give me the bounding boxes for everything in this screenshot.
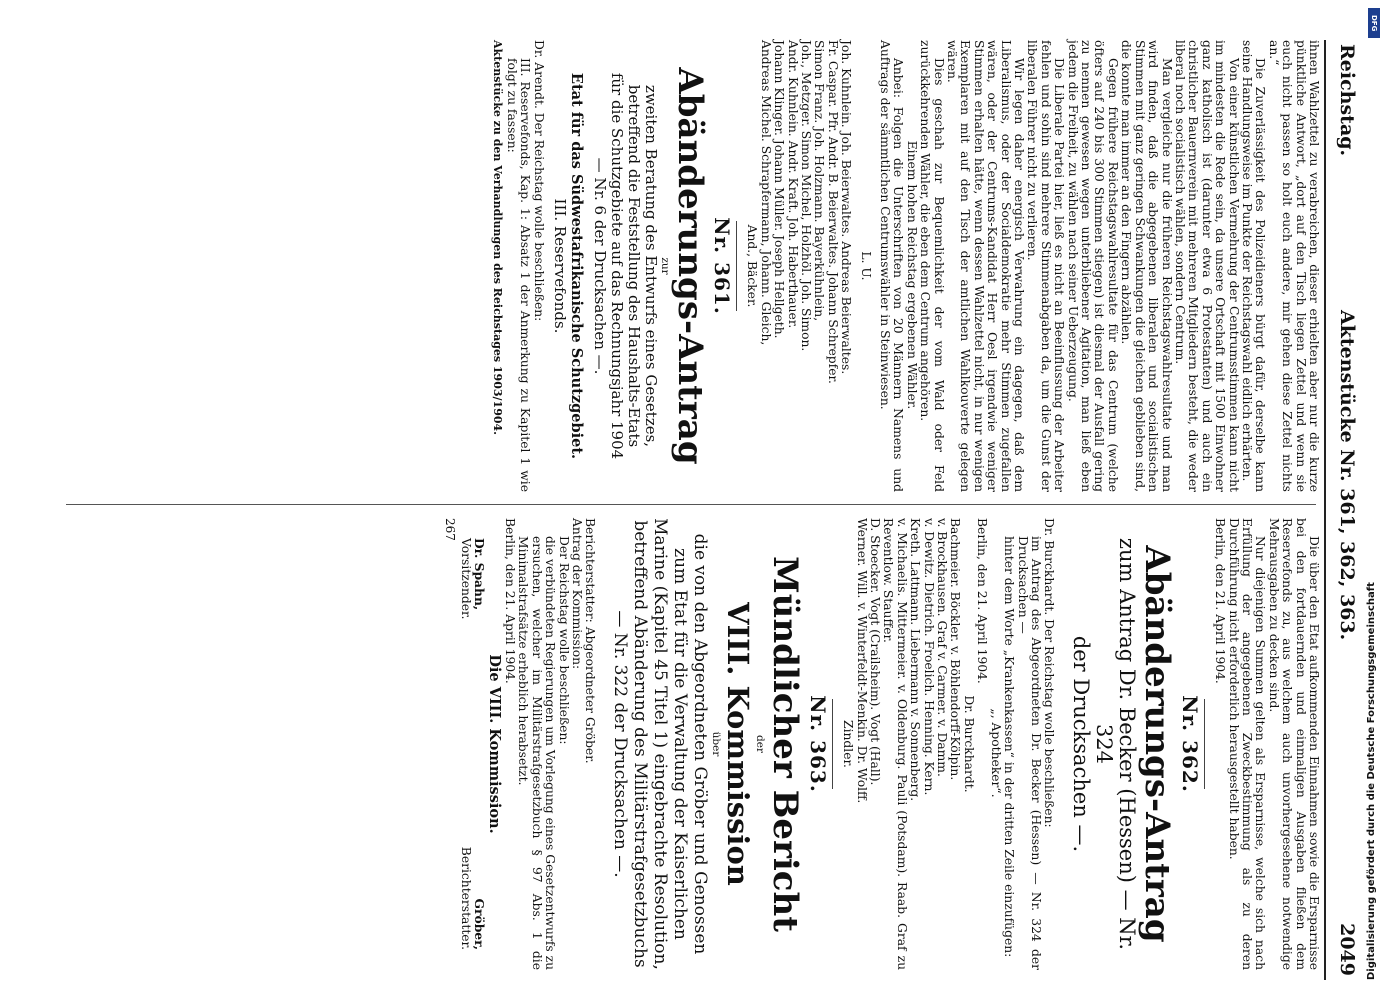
paragraph: Die über den Etat aufkommenden Einnahmen sowie die Ersparnisse bei den fortdauernden und einmaligen Ausgaben fließen dem Reservefonds zu, aus welchem auch unvorhergesehene notwendige Mehrausgaben zu decken sind. xyxy=(1266,518,1321,970)
report-text: Antrag der Kommission: xyxy=(570,518,585,670)
sheet-number: 267 xyxy=(442,518,457,541)
motion-text: Dr. Burckhardt. Der Reichstag wolle beschließen: xyxy=(1042,518,1057,828)
paragraph: Die Liberale Partei hier, ließ es nicht an Beeinflussung der Arbeiter fehlen und sohin sind mehrere Stimmenabgaben da, um die Gunst der liberalen Führer nicht zu verlieren. xyxy=(1025,40,1067,492)
section-subtitle: zweiten Beratung des Entwurfs eines Gesetzes, xyxy=(641,84,660,448)
section-subtitle: zum Antrag Dr. Becker (Hessen) — Nr. 324 xyxy=(1092,537,1140,951)
section-title: Mündlicher Bericht xyxy=(765,556,806,932)
section-subtitle: — Nr. 6 der Drucksachen —. xyxy=(590,157,609,375)
date-line: Berlin, den 21. April 1904. xyxy=(975,518,990,684)
paragraph: ihnen Wahlzettel zu verabreichen, dieser erhielten aber nur die kurze pünktliche Antwort, „dort auf den Tisch liegen Zettel und wenn sie euch nicht passen so holt euch andere, mir gehen diese Zettel nichts an.“ xyxy=(1266,40,1321,492)
right-column xyxy=(50,518,1320,970)
signature-line: Joh., Metzger. Simon Michel, Holzhöl. Joh. Simon. xyxy=(798,40,813,352)
header-rule xyxy=(1324,40,1326,980)
signature-line: Kreth. Lattmann. Liebermann v. Sonnenberg. xyxy=(908,518,923,802)
signature-line: Johann Klinger. Johann Müller. Joseph Hellgeth. xyxy=(772,40,787,339)
section-number: Nr. 361. xyxy=(709,217,734,315)
digitization-credit xyxy=(1361,20,1383,980)
signature-line: Simon Franz. Joh. Holzmann. Bayerkühnlein, xyxy=(812,40,827,322)
section-number: Nr. 362. xyxy=(1177,695,1202,793)
signature-line: Andreas Michel. Schrapfermann, Johann. Gleich, xyxy=(758,40,773,346)
signatory-name: Dr. Spahn, xyxy=(471,538,487,611)
section-title: Abänderungs-Antrag xyxy=(1137,545,1178,943)
page-number: 2049 xyxy=(1336,923,1358,976)
signature-line: v. Brockhausen. Graf v. Carmer. v. Damm. xyxy=(935,518,950,777)
signature-line: Werner. Will. v. Winterfeldt-Menkin. Dr. Wolff. xyxy=(854,518,869,804)
paragraph: Einem hohen Reichstag ergebenen Wähler. xyxy=(904,140,919,410)
signature-line: Andr. Kuhnlein. Andr. Kraft. Joh. Haberthauer. xyxy=(785,40,800,329)
header-center: Aktenstücke Nr. 361, 362, 363. xyxy=(1336,310,1358,641)
signature-line: And., Bäcker. xyxy=(745,224,760,308)
signature-line: v. Michaelis. Mittermeier. v. Oldenburg. Pauli (Potsdam). Raab. Graf zu Reventlow. Stauffer. xyxy=(881,518,909,970)
section-subtitle: der Drucksachen —. xyxy=(1069,635,1094,853)
paragraph: Nur diejenigen Summen gelten als Ersparnisse, welche sich nach Erfüllung der angegebenen Zweckbestimmung als zu deren Durchführung nicht erforderlich herausgestellt haben. xyxy=(1226,518,1268,970)
report-text: Der Reichstag wolle beschließen: xyxy=(556,536,571,745)
motion-text: Dr. Arendt. Der Reichstag wolle beschließen: xyxy=(531,40,546,322)
section-connector: zur xyxy=(658,257,671,275)
dfg-logo: DFG xyxy=(1368,8,1380,38)
signature-line: Bachmeier. Böckler. v. Böhlendorff-Kölpin. xyxy=(948,518,963,781)
motion-text: im Antrag des Abgeordneten Dr. Becker (Hessen) — Nr. 324 der Drucksachen — xyxy=(1015,536,1043,970)
section-number: Nr. 363. xyxy=(805,695,830,793)
signature-line: v. Dewitz. Dietrich. Froelich. Henning. Kern. xyxy=(921,518,936,796)
credit-text: Digitalisierung gefördert durch die Deutsche Forschungsgemeinschaft xyxy=(1366,582,1377,980)
seal-label: L. U. xyxy=(858,251,873,281)
signature-line: D. Stoecker. Vogt (Crailsheim). Vogt (Hall). xyxy=(868,518,883,786)
signature-line: Dr. Burckhardt. xyxy=(961,695,976,793)
motion-text: III. Reservefonds, Kap. 1: Absatz 1 der Anmerkung zu Kapitel 1 wie folgt zu fassen: xyxy=(504,58,533,492)
section-subtitle: betreffend die Feststellung des Haushalts-Etats xyxy=(624,84,643,448)
section-title: Abänderungs-Antrag xyxy=(669,67,710,465)
date-line: Berlin, den 21. April 1904. xyxy=(503,518,517,684)
document-page xyxy=(40,40,1360,980)
page-header xyxy=(1326,40,1360,980)
left-column xyxy=(50,40,1320,492)
header-left: Reichstag. xyxy=(1336,44,1358,157)
section-subtitle: die von den Abgeordneten Gröber und Genossen zum Etat für die Verwaltung der Kaiserlichen Marine (Kapitel 45 Titel 1) eingebrachte Resolution, betreffend Abänderung des Militärstrafgesetzbuchs — Nr. 322 der Drucksachen —. xyxy=(610,518,711,970)
paragraph: Gegen frühere Reichstagswahlresultate für das Centrum (welche öfters auf 240 bis 300 Stimmen stiegen) ist diesmal der Ausfall gering zu nennen gewesen wegen unterbliebener Agitation, man ließ eben jedem die Freiheit, zu wählen nach seiner Ueberzeugung. xyxy=(1065,40,1120,492)
paragraph: Anbei: Folgen die Unterschriften von 20 Männern Namens und Auftrags der sämmtlichen Centrumswähler in Steinwiesen. xyxy=(878,40,906,492)
paragraph: Man vergleiche nur die früheren Reichstagswahlresultate und man wird finden, daß die abgegebenen liberalen und socialistischen Stimmen mit ganz geringen Schwankungen die gleichen geblieben sind, die konnte man immer an den Fingern abzählen. xyxy=(1119,40,1174,492)
paragraph: Wir legen daher energisch Verwahrung ein dagegen, daß dem Liberalismus, oder der Socialdemokratie mehr Stimmen zugefallen wären, oder der Centrums-Kandidat Herr Oesl irgendwie weniger Stimmen erhalten hätte, wenn dessen Wahlzettel nicht, in nur wenigen Exemplaren mit auf den Tisch der amtlichen Wahlkouverte gelegen wären. xyxy=(945,40,1027,492)
signatory-name: Gröber, xyxy=(471,898,487,950)
commission-title: VIII. Kommission xyxy=(721,602,756,886)
date-line: Berlin, den 21. April 1904. xyxy=(1213,518,1228,684)
section-connector: der xyxy=(754,735,767,753)
motion-text: „, Apotheker“. xyxy=(988,708,1003,798)
section-separator xyxy=(832,699,833,789)
commission-signature: Die VIII. Kommission. xyxy=(485,654,503,834)
section-subtitle: für die Schutzgebiete auf das Rechnungsjahr 1904 xyxy=(607,72,626,460)
report-text: Berichterstatter: Abgeordneter Gröber. xyxy=(583,518,598,764)
column-divider xyxy=(66,504,1316,505)
subheading: III. Reservefonds. xyxy=(550,198,569,334)
report-text: die verbündeten Regierungen um Vorlegung eines Gesetzentwurfs zu ersuchen, welcher im Militärstrafgesetzbuch § 97 Abs. 1 die Minimalstrafsätze erheblich herabsetzt. xyxy=(516,536,558,970)
paragraph: Die Zuverlässigkeit des Polizeidieners bürgt dafür, derselbe kann seine Handlungsweise im Punkte der Reichstagswahl eidlich erhärten. xyxy=(1239,40,1268,492)
etat-heading: Etat für das Südwestafrikanische Schutzgebiet. xyxy=(567,72,585,460)
paragraph: Dies geschah zur Bequemlichkeit der vom Wald oder Feld zurückkehrenden Wähler, die eben dem Centrum angehören. xyxy=(918,40,946,492)
paragraph: Von einer künstlichen Vermehrung der Centrumsstimmen kann nicht im mindesten die Rede sein, da unsere Ortschaft mit 1500 Einwohner ganz katholisch ist (darunter etwa 6 Protestanten) und auch ein christlicher Bauernverein mit mehreren Mitgliedern besteht, die weder liberal noch socialistisch wählen, sondern Centrum. xyxy=(1172,40,1241,492)
section-separator xyxy=(1204,699,1205,789)
section-separator xyxy=(736,221,737,311)
section-connector: über xyxy=(710,731,723,757)
signature-line: Joh. Kuhnlein. Joh. Beierwaltes. Andreas Beierwaltes. xyxy=(839,40,854,375)
footer-note: Aktenstücke zu den Verhandlungen des Reichstages 1903/1904. xyxy=(491,40,505,435)
signatory-role: Vorsitzender. xyxy=(459,538,474,620)
signatory-role: Berichterstatter. xyxy=(459,846,474,950)
signature-line: Zindler. xyxy=(841,720,856,768)
motion-text: hinter dem Worte „Krankenkassen“ in der dritten Zeile einzufügen: xyxy=(1002,536,1017,958)
signature-line: Fr. Caspar. Pfr. Andr. B. Beierwaltes. Johann Schrepfer. xyxy=(825,40,840,384)
